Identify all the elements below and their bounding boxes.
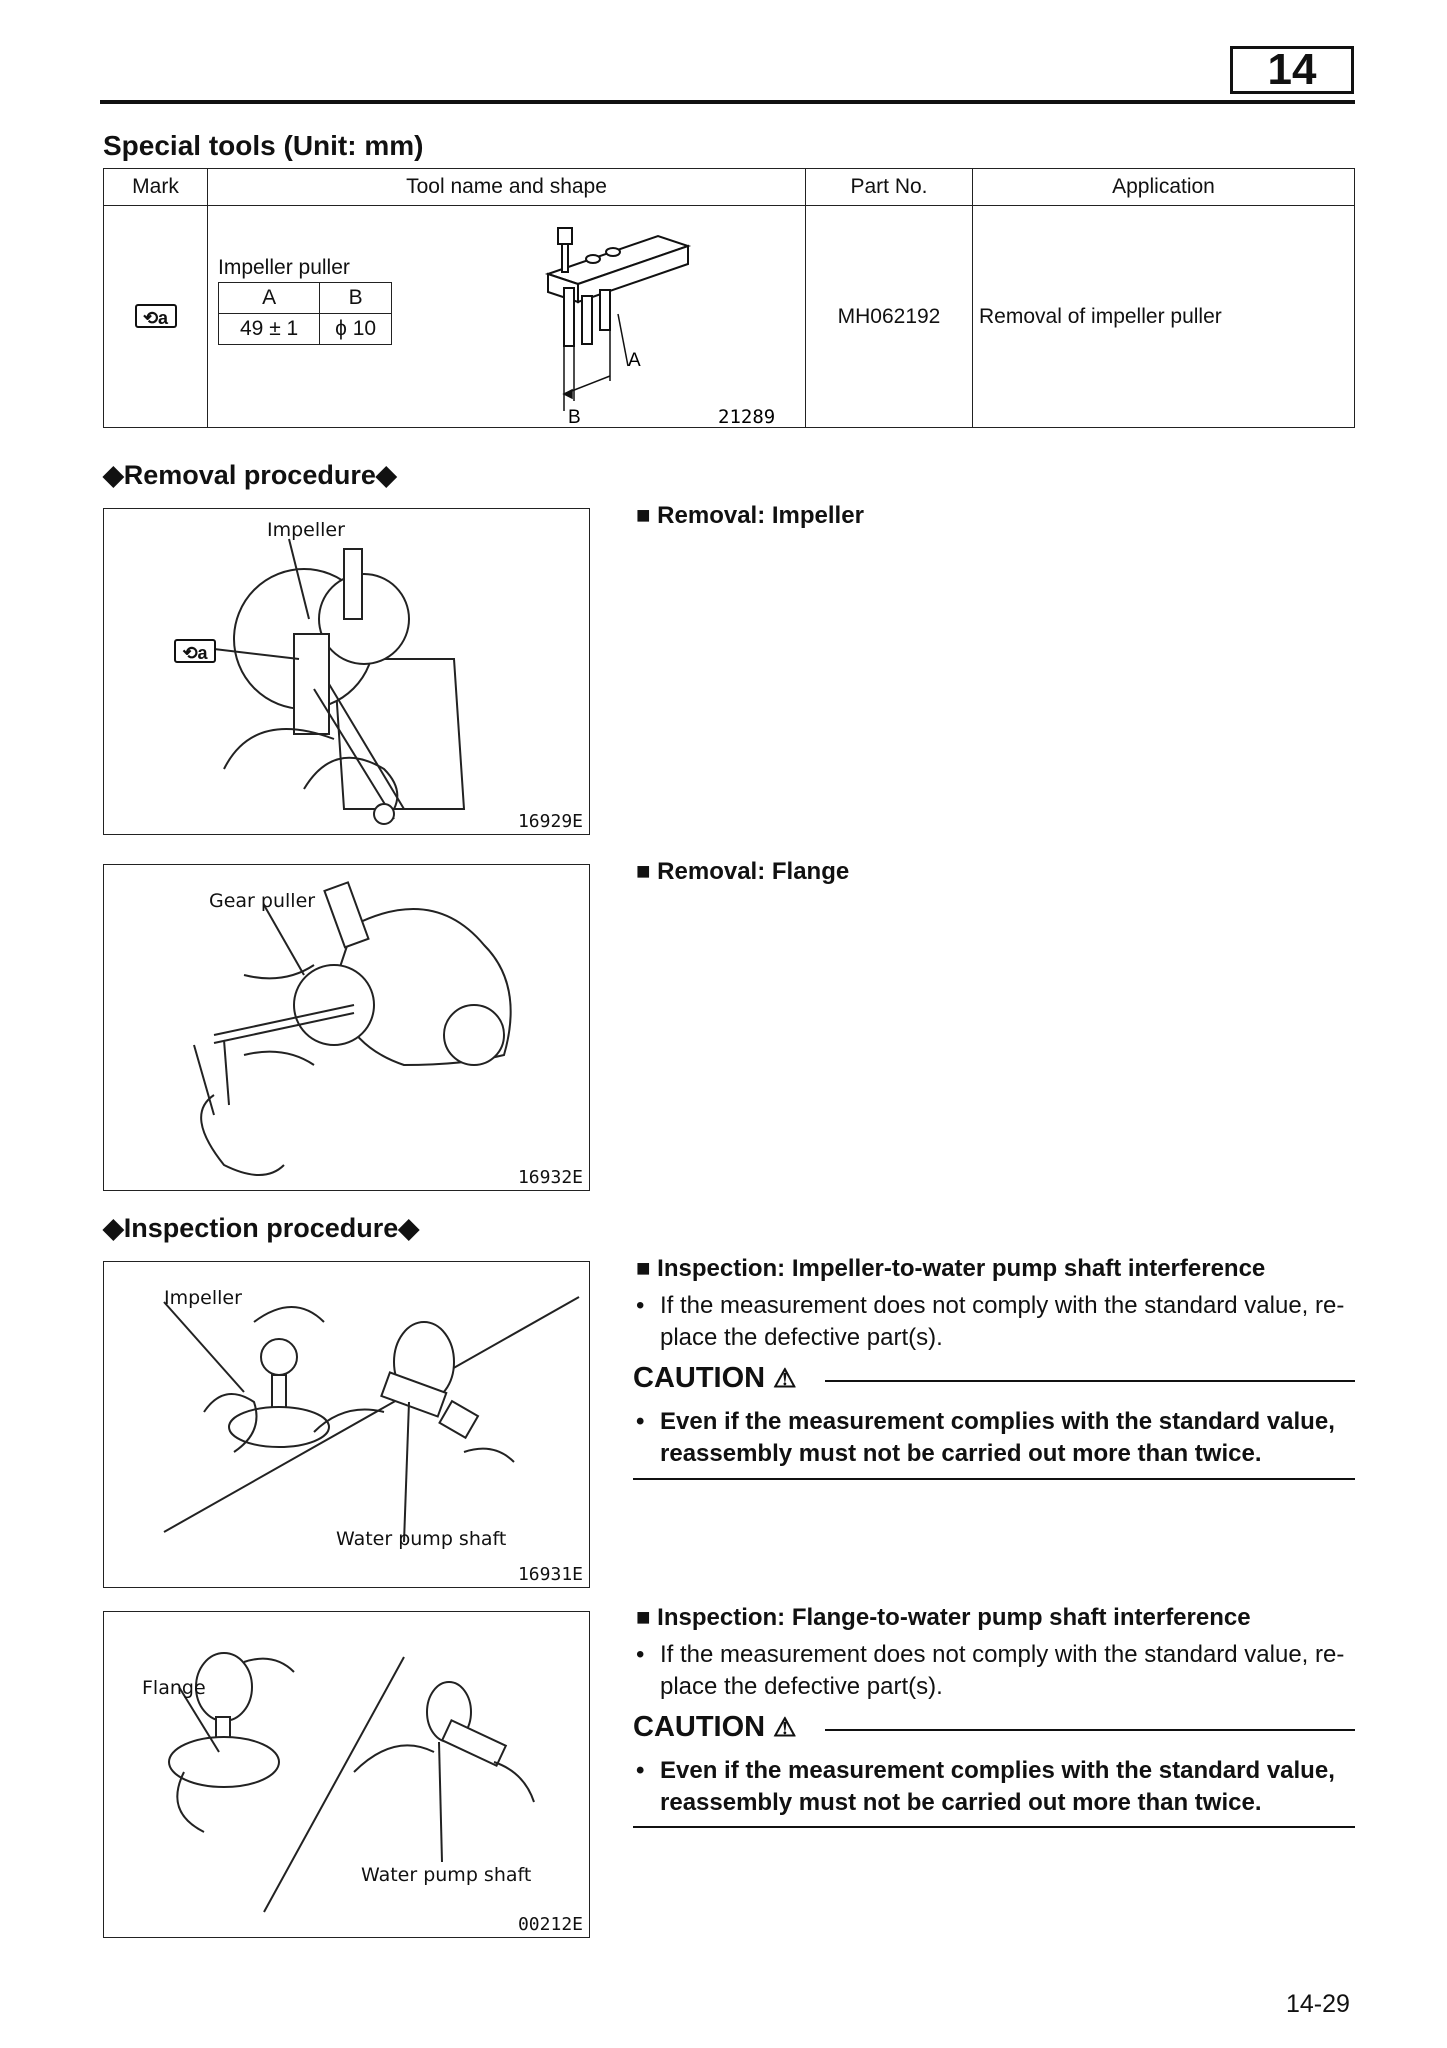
diamond-icon: ◆ bbox=[103, 1213, 124, 1243]
dim-header-b: B bbox=[320, 283, 392, 314]
caution-end-rule bbox=[633, 1826, 1355, 1828]
square-bullet-icon: ■ bbox=[636, 858, 651, 885]
page-number: 14-29 bbox=[1286, 1990, 1350, 2018]
figure-code: 16929E bbox=[517, 811, 583, 832]
special-tools-title: Special tools (Unit: mm) bbox=[103, 130, 424, 161]
diamond-icon: ◆ bbox=[103, 460, 124, 490]
warning-triangle-icon: ⚠ bbox=[773, 1712, 797, 1742]
caution-bullet: • Even if the measurement complies with the standard value, reassembly must not be carried out more than twice. bbox=[636, 1408, 1335, 1467]
impeller-puller-drawing bbox=[528, 216, 798, 426]
figure-label-water-pump-shaft: Water pump shaft bbox=[361, 1864, 532, 1886]
figure-code: 16931E bbox=[517, 1564, 583, 1585]
figure-label-impeller: Impeller bbox=[267, 519, 345, 541]
dimension-table bbox=[218, 282, 392, 345]
dim-header-a: A bbox=[219, 283, 320, 314]
figure-code: 00212E bbox=[517, 1914, 583, 1935]
figure-impeller-removal bbox=[103, 508, 590, 835]
flange-inspection-illustration bbox=[104, 1612, 589, 1937]
inspection-impeller-bullet: • If the measurement does not comply with the standard value, re- place the defective part(s). bbox=[636, 1292, 1345, 1351]
caution-heading: CAUTION ⚠ bbox=[633, 1362, 797, 1394]
mark-cell bbox=[104, 206, 208, 428]
caution-end-rule bbox=[633, 1478, 1355, 1480]
part-no-cell: MH062192 bbox=[806, 206, 973, 428]
flange-removal-illustration bbox=[104, 865, 589, 1190]
figure-impeller-inspection bbox=[103, 1261, 590, 1588]
diamond-icon: ◆ bbox=[398, 1213, 420, 1243]
figure-flange-inspection bbox=[103, 1611, 590, 1938]
inspection-procedure-title: ◆Inspection procedure◆ bbox=[103, 1213, 420, 1243]
header-rule bbox=[100, 100, 1355, 104]
removal-procedure-title: ◆Removal procedure◆ bbox=[103, 460, 397, 490]
figure-label-gear-puller: Gear puller bbox=[209, 890, 316, 912]
figure-code: 16932E bbox=[517, 1167, 583, 1188]
special-tool-wrench-icon: ⟲a bbox=[174, 639, 216, 663]
caution-rule bbox=[825, 1729, 1355, 1731]
drawing-label-b: B bbox=[568, 407, 581, 426]
square-bullet-icon: ■ bbox=[636, 1604, 651, 1631]
col-part-no: Part No. bbox=[806, 169, 973, 206]
caution-bullet: • Even if the measurement complies with the standard value, reassembly must not be carried out more than twice. bbox=[636, 1757, 1335, 1816]
col-tool-name: Tool name and shape bbox=[208, 169, 806, 206]
col-mark: Mark bbox=[104, 169, 208, 206]
dim-value-b: ϕ 10 bbox=[320, 314, 392, 345]
special-tool-wrench-icon: ⟲a bbox=[135, 304, 177, 328]
figure-label-impeller: Impeller bbox=[164, 1287, 242, 1309]
tool-name: Impeller puller bbox=[218, 256, 350, 279]
tool-cell bbox=[208, 206, 806, 428]
step-removal-impeller: ■ Removal: Impeller bbox=[636, 502, 864, 529]
caution-heading: CAUTION ⚠ bbox=[633, 1711, 797, 1743]
application-cell: Removal of impeller puller bbox=[973, 206, 1355, 428]
col-application: Application bbox=[973, 169, 1355, 206]
chapter-number: 14 bbox=[1230, 46, 1354, 94]
step-inspection-impeller: ■ Inspection: Impeller-to-water pump shaft interference bbox=[636, 1255, 1266, 1282]
step-inspection-flange: ■ Inspection: Flange-to-water pump shaft interference bbox=[636, 1604, 1251, 1631]
drawing-code: 21289 bbox=[718, 406, 776, 426]
figure-label-water-pump-shaft: Water pump shaft bbox=[336, 1528, 507, 1550]
drawing-label-a: A bbox=[628, 350, 641, 371]
figure-flange-removal bbox=[103, 864, 590, 1191]
diamond-icon: ◆ bbox=[375, 460, 397, 490]
dim-value-a: 49 ± 1 bbox=[219, 314, 320, 345]
square-bullet-icon: ■ bbox=[636, 1255, 651, 1282]
special-tools-table bbox=[103, 168, 1355, 428]
impeller-removal-illustration bbox=[104, 509, 589, 834]
square-bullet-icon: ■ bbox=[636, 502, 651, 529]
inspection-flange-bullet: • If the measurement does not comply with the standard value, re- place the defective part(s). bbox=[636, 1641, 1345, 1700]
figure-label-flange: Flange bbox=[142, 1677, 206, 1699]
table-row bbox=[104, 206, 1355, 428]
step-removal-flange: ■ Removal: Flange bbox=[636, 858, 850, 885]
warning-triangle-icon: ⚠ bbox=[773, 1363, 797, 1393]
caution-rule bbox=[825, 1380, 1355, 1382]
